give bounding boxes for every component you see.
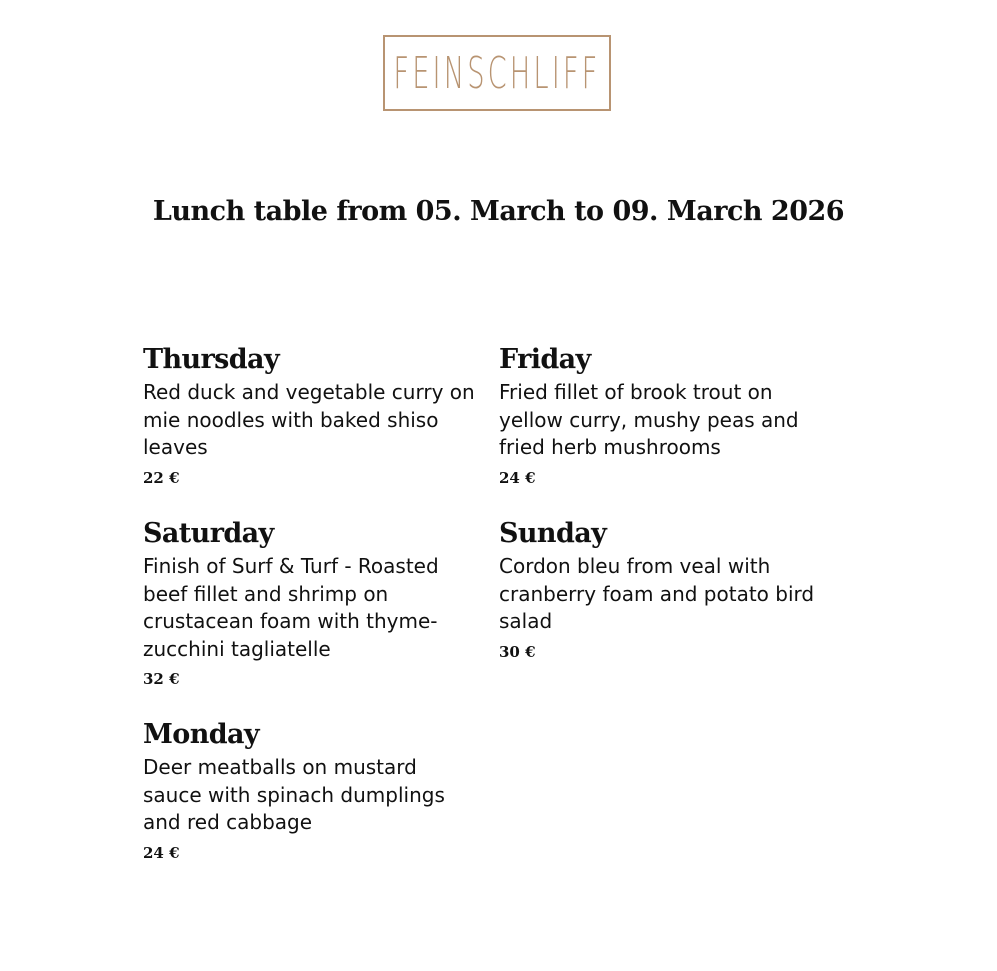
menu-item-sunday bbox=[499, 518, 834, 662]
menu-item-monday bbox=[143, 719, 478, 863]
day-heading: Friday bbox=[499, 344, 591, 375]
dish-price: 32 € bbox=[143, 670, 180, 688]
dish-price: 30 € bbox=[499, 642, 536, 661]
menu-item-saturday bbox=[143, 518, 478, 689]
dish-description: Finish of Surf & Turf - Roasted beef fillet and shrimp on crustacean foam with thyme-zucchini tagliatelle bbox=[143, 554, 439, 661]
dish-price: 24 € bbox=[143, 843, 180, 862]
dish-description: Red duck and vegetable curry on mie noodles with baked shiso leaves bbox=[143, 380, 475, 459]
menu-item-friday bbox=[499, 344, 834, 488]
day-heading: Monday bbox=[143, 719, 259, 750]
dish-description: Fried fillet of brook trout on yellow curry, mushy peas and fried herb mushrooms bbox=[499, 380, 799, 459]
dish-description: Cordon bleu from veal with cranberry foam and potato bird salad bbox=[499, 554, 815, 633]
day-heading: Sunday bbox=[499, 518, 607, 549]
day-heading: Saturday bbox=[143, 518, 274, 549]
menu-item-thursday bbox=[143, 344, 478, 488]
dish-price: 24 € bbox=[499, 468, 536, 487]
page-title: Lunch table from 05. March to 09. March 2026 bbox=[152, 196, 845, 227]
logo bbox=[383, 35, 611, 111]
dish-description: Deer meatballs on mustard sauce with spinach dumplings and red cabbage bbox=[143, 755, 445, 834]
day-heading: Thursday bbox=[143, 344, 280, 375]
logo-text: FEINSCHLIFF bbox=[393, 48, 601, 99]
dish-price: 22 € bbox=[143, 468, 180, 487]
